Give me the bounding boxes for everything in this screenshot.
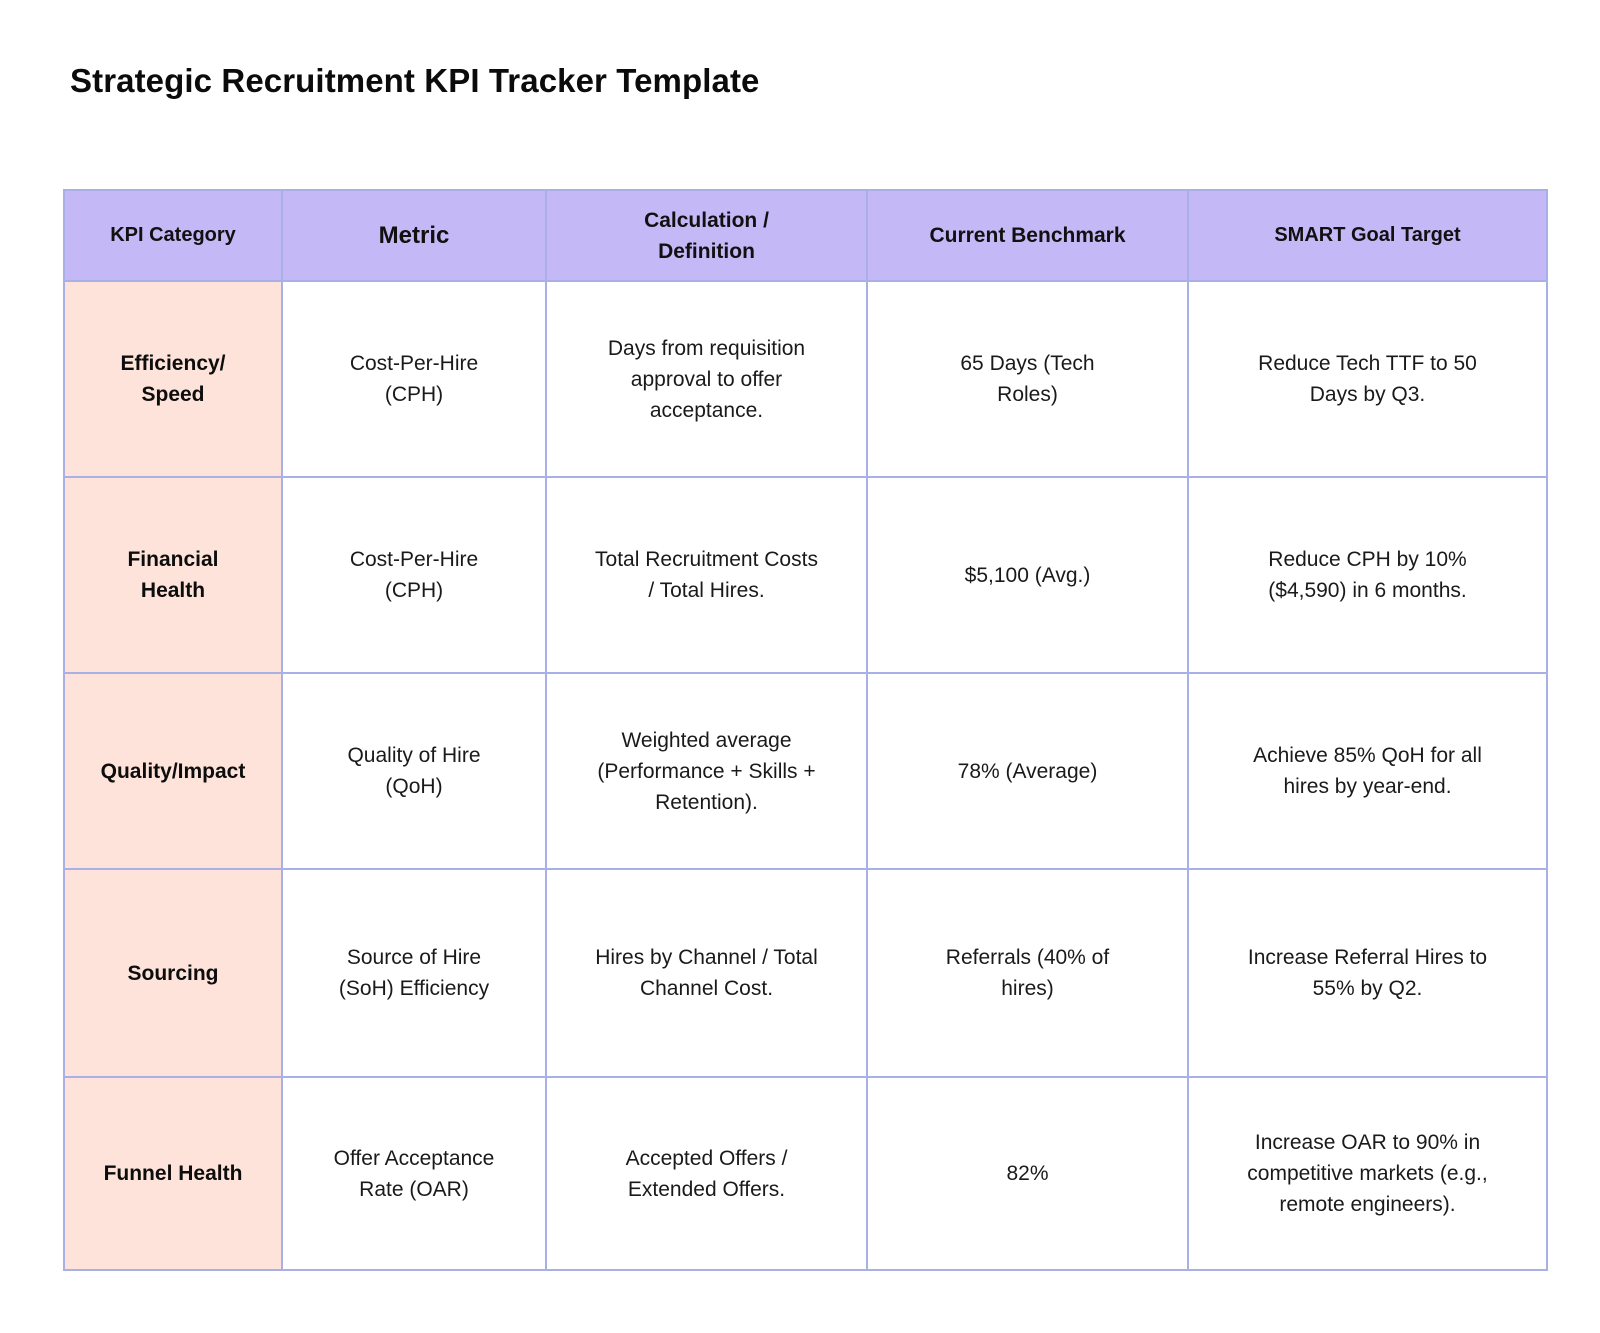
smart-goal-cell: Reduce Tech TTF to 50 Days by Q3.	[1188, 281, 1547, 477]
smart-goal-cell: Achieve 85% QoH for all hires by year-end.	[1188, 673, 1547, 869]
kpi-category-cell: Sourcing	[64, 869, 282, 1077]
benchmark-cell: 82%	[867, 1077, 1188, 1270]
header-calculation: Calculation / Definition	[546, 190, 867, 281]
kpi-tracker-table	[63, 189, 1548, 1271]
calculation-cell: Days from requisition approval to offer acceptance.	[546, 281, 867, 477]
calculation-cell: Hires by Channel / Total Channel Cost.	[546, 869, 867, 1077]
benchmark-cell: $5,100 (Avg.)	[867, 477, 1188, 673]
table-header	[64, 190, 1547, 281]
table-row	[64, 1077, 1547, 1270]
metric-cell: Offer Acceptance Rate (OAR)	[282, 1077, 546, 1270]
header-row	[64, 190, 1547, 281]
table-body	[64, 281, 1547, 1270]
header-smart-goal: SMART Goal Target	[1188, 190, 1547, 281]
metric-cell: Cost-Per-Hire (CPH)	[282, 281, 546, 477]
kpi-category-cell: Quality/Impact	[64, 673, 282, 869]
table-row	[64, 673, 1547, 869]
kpi-category-cell: Funnel Health	[64, 1077, 282, 1270]
benchmark-cell: 65 Days (Tech Roles)	[867, 281, 1188, 477]
header-benchmark: Current Benchmark	[867, 190, 1188, 281]
table-row	[64, 869, 1547, 1077]
smart-goal-cell: Increase OAR to 90% in competitive markets (e.g., remote engineers).	[1188, 1077, 1547, 1270]
table-row	[64, 281, 1547, 477]
benchmark-cell: Referrals (40% of hires)	[867, 869, 1188, 1077]
calculation-cell: Weighted average (Performance + Skills + Retention).	[546, 673, 867, 869]
metric-cell: Cost-Per-Hire (CPH)	[282, 477, 546, 673]
metric-cell: Quality of Hire (QoH)	[282, 673, 546, 869]
kpi-category-cell: Financial Health	[64, 477, 282, 673]
header-metric: Metric	[282, 190, 546, 281]
calculation-cell: Accepted Offers / Extended Offers.	[546, 1077, 867, 1270]
smart-goal-cell: Increase Referral Hires to 55% by Q2.	[1188, 869, 1547, 1077]
table-row	[64, 477, 1547, 673]
benchmark-cell: 78% (Average)	[867, 673, 1188, 869]
smart-goal-cell: Reduce CPH by 10% ($4,590) in 6 months.	[1188, 477, 1547, 673]
page-title: Strategic Recruitment KPI Tracker Template	[70, 62, 760, 99]
header-kpi-category: KPI Category	[64, 190, 282, 281]
calculation-cell: Total Recruitment Costs / Total Hires.	[546, 477, 867, 673]
kpi-category-cell: Efficiency/ Speed	[64, 281, 282, 477]
metric-cell: Source of Hire (SoH) Efficiency	[282, 869, 546, 1077]
